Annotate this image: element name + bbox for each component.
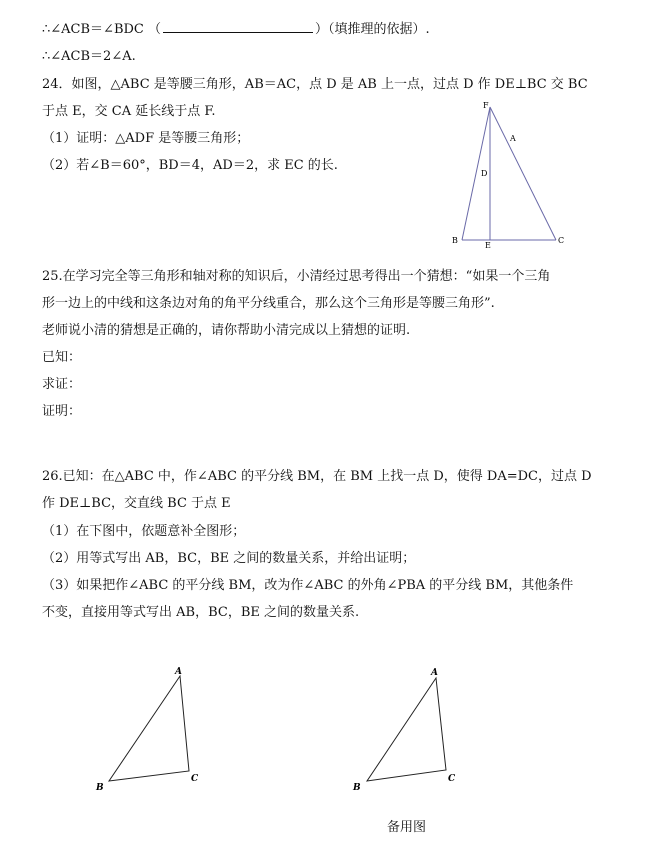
q26-part-2: （2）用等式写出 AB，BC，BE 之间的数量关系，并给出证明；: [42, 551, 416, 566]
q24-text-1: 24．如图，△ABC 是等腰三角形，AB＝AC，点 D 是 AB 上一点，过点 D 作 DE⊥BC 交 BC: [42, 77, 588, 92]
q26-part-1: （1）在下图中，依题意补全图形；: [42, 524, 246, 539]
answer-blank[interactable]: [163, 20, 313, 33]
label-b: B: [452, 236, 458, 245]
q25-text-2: 形一边上的中线和这条边对角的角平分线重合，那么这个三角形是等腰三角形”.: [42, 296, 495, 311]
q25-text-1: 25.在学习完全等三角形和轴对称的知识后，小清经过思考得出一个猜想：“如果一个三角: [42, 269, 551, 284]
q25-text-3: 老师说小清的猜想是正确的，请你帮助小清完成以上猜想的证明.: [42, 323, 411, 338]
label-a: A: [175, 667, 182, 677]
label-a: A: [510, 134, 516, 143]
label-c: C: [448, 774, 456, 784]
reasoning-line-2: ∴∠ACB＝2∠A.: [42, 49, 136, 64]
q26-figure: [90, 660, 220, 800]
q24-figure: [440, 95, 590, 255]
reasoning-line-1: [42, 20, 430, 39]
label-b: B: [96, 783, 104, 793]
reasoning-line-1-suffix: ）（填推理的依据）.: [315, 22, 430, 37]
q26-spare-figure: [345, 660, 475, 800]
label-b: B: [353, 783, 361, 793]
q24-part-1: （1）证明：△ADF 是等腰三角形；: [42, 131, 250, 146]
reasoning-line-1-prefix: ∴∠ACB＝∠BDC （: [42, 22, 161, 37]
label-a: A: [431, 668, 438, 678]
label-f: F: [483, 101, 489, 110]
spare-figure-caption: 备用图: [387, 820, 427, 835]
q25-given: 已知：: [42, 350, 82, 365]
q26-text-2: 作 DE⊥BC，交直线 BC 于点 E: [42, 496, 231, 511]
q26-part-3: （3）如果把作∠ABC 的平分线 BM，改为作∠ABC 的外角∠PBA 的平分线 BM，其他条件: [42, 578, 574, 593]
label-d: D: [481, 169, 488, 178]
q24-text-2: 于点 E，交 CA 延长线于点 F.: [42, 104, 216, 119]
label-e: E: [485, 241, 491, 250]
q25-proof: 证明：: [42, 404, 82, 419]
spare-triangle-abc: [367, 678, 446, 781]
q26-text-3: 不变，直接用等式写出 AB，BC，BE 之间的数量关系.: [42, 605, 360, 620]
q24-part-2: （2）若∠B＝60°，BD＝4，AD＝2，求 EC 的长.: [42, 158, 338, 173]
segment-fc: [490, 107, 556, 240]
q26-text-1: 26.已知：在△ABC 中，作∠ABC 的平分线 BM，在 BM 上找一点 D，使得 DA=DC，过点 D: [42, 469, 592, 484]
label-c: C: [558, 236, 565, 245]
q25-prove: 求证：: [42, 377, 82, 392]
triangle-abc: [109, 676, 189, 781]
label-c: C: [191, 774, 199, 784]
